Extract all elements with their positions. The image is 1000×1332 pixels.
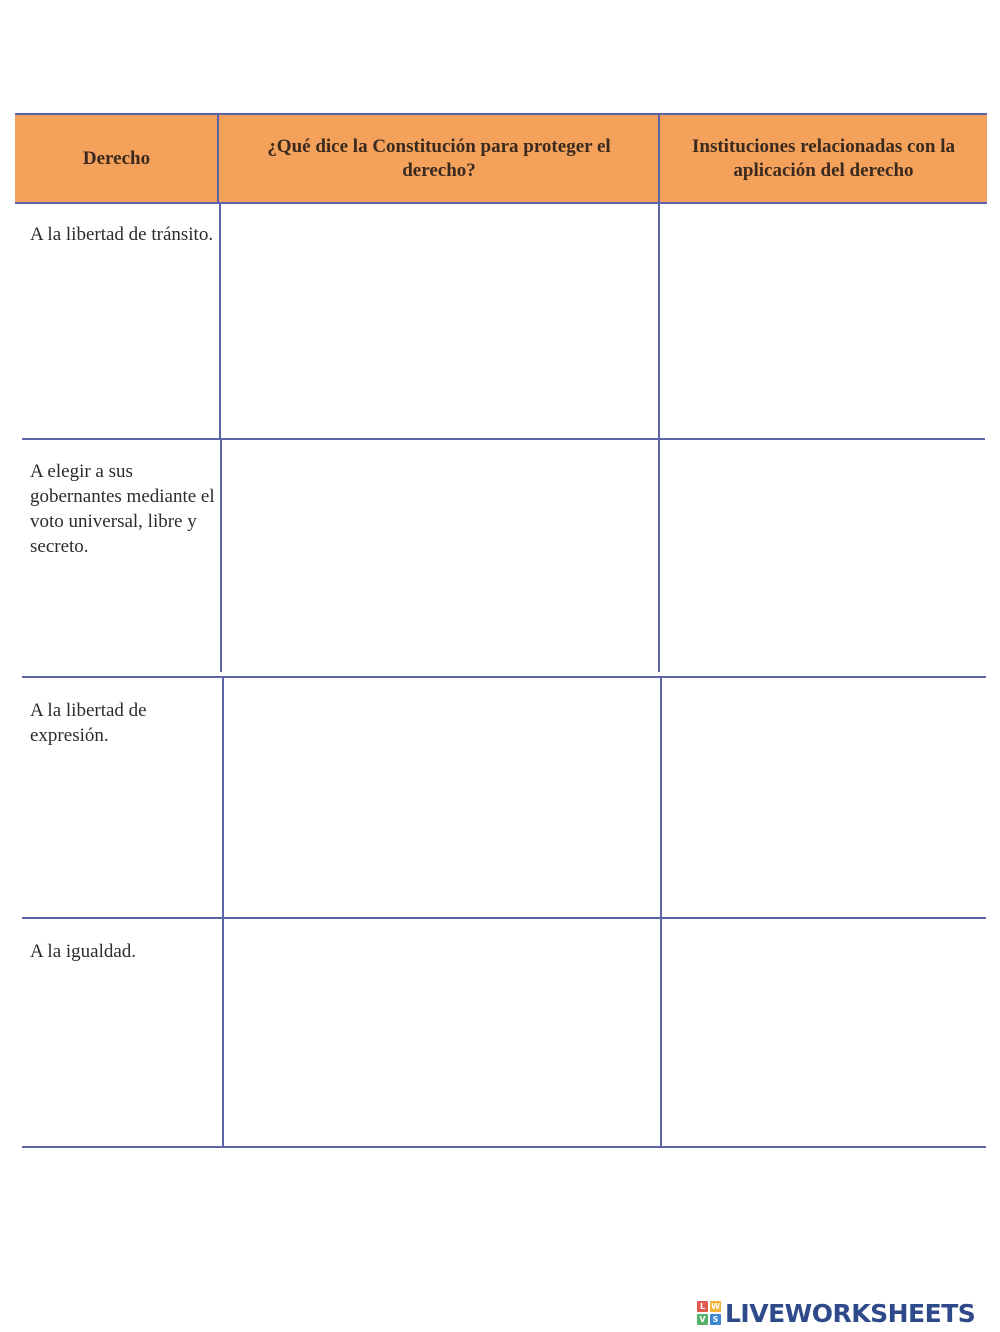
table-header (15, 113, 987, 204)
table-bottom-border (22, 1146, 986, 1148)
header-derecho: Derecho (82, 147, 151, 169)
column-divider-2 (658, 440, 660, 672)
row-label-expresion: A la libertad de expresión. (30, 700, 147, 746)
column-divider-1 (220, 440, 222, 672)
column-divider-2 (660, 676, 662, 1148)
logo-mark-icon: L W V S (697, 1301, 721, 1325)
liveworksheets-logo (697, 1298, 975, 1328)
row-divider-1 (22, 438, 985, 440)
header-constitucion: ¿Qué dice la Constitución para proteger el derecho? (267, 135, 611, 181)
row-divider-3 (22, 917, 986, 919)
row-label-transito: A la libertad de tránsito. (30, 224, 214, 245)
header-divider-1 (217, 113, 219, 204)
header-instituciones: Instituciones relacionadas con la aplicación del derecho (691, 135, 956, 181)
row-divider-2 (22, 676, 986, 678)
column-divider-1 (219, 204, 221, 440)
column-divider-1 (222, 676, 224, 1148)
logo-text: LIVEWORKSHEETS (725, 1298, 976, 1328)
header-divider-2 (658, 113, 660, 204)
column-divider-2 (658, 204, 660, 440)
row-label-igualdad: A la igualdad. (30, 941, 137, 962)
row-label-voto: A elegir a sus gobernantes mediante el voto universal, libre y secreto. (30, 461, 215, 557)
